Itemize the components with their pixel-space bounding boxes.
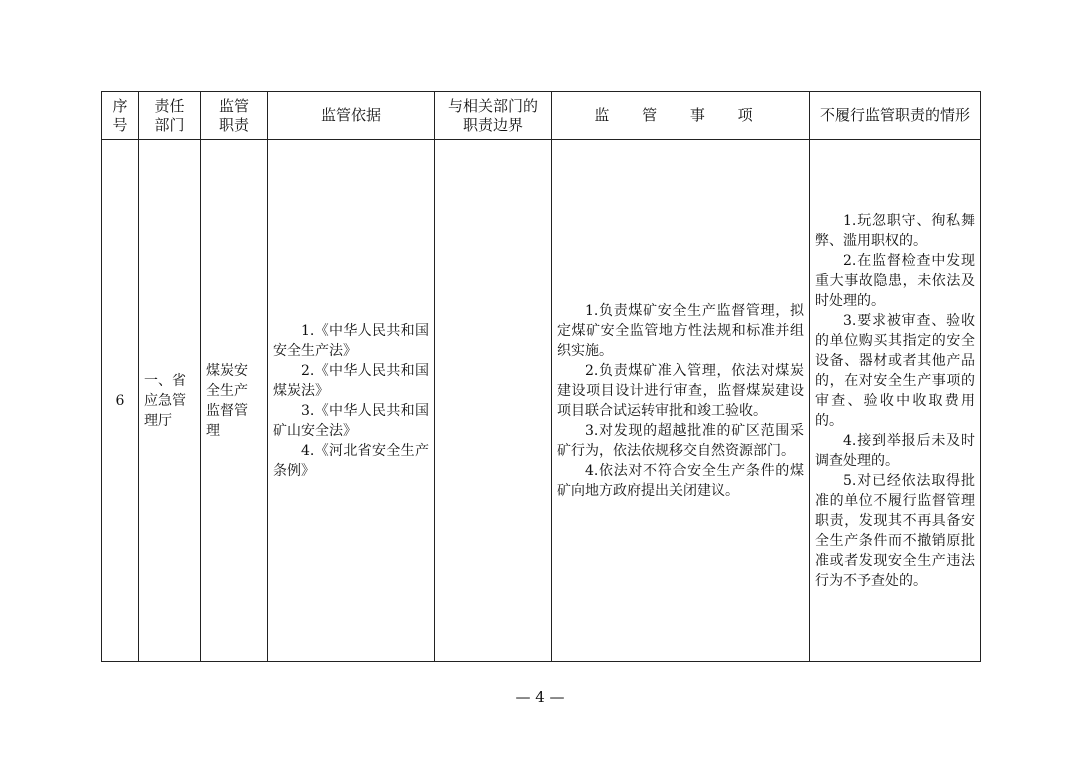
header-department: 责任 部门 xyxy=(139,92,201,140)
basis-item: 2.《中华人民共和国煤炭法》 xyxy=(273,362,429,399)
failure-item: 4.接到举报后未及时调查处理的。 xyxy=(815,432,975,469)
matter-item: 4.依法对不符合安全生产条件的煤矿向地方政府提出关闭建议。 xyxy=(557,462,804,499)
header-index: 序 号 xyxy=(102,92,139,140)
row-boundary xyxy=(435,140,552,662)
basis-item: 3.《中华人民共和国矿山安全法》 xyxy=(273,402,429,439)
table-header-row xyxy=(102,92,981,140)
header-matters: 监 管 事 项 xyxy=(552,92,810,140)
failure-item: 3.要求被审查、验收的单位购买其指定的安全设备、器材或者其他产品的，在对安全生产事项的审查、验收中收取费用的。 xyxy=(815,312,975,429)
duty-table xyxy=(101,91,981,662)
basis-item: 4.《河北省安全生产条例》 xyxy=(273,442,429,479)
matter-item: 3.对发现的超越批准的矿区范围采矿行为，依法依规移交自然资源部门。 xyxy=(557,422,804,459)
table-row xyxy=(102,140,981,662)
row-index: 6 xyxy=(102,140,139,662)
header-basis: 监管依据 xyxy=(268,92,435,140)
header-duty: 监管 职责 xyxy=(201,92,268,140)
failure-item: 2.在监督检查中发现重大事故隐患，未依法及时处理的。 xyxy=(815,252,975,309)
failure-item: 1.玩忽职守、徇私舞弊、滥用职权的。 xyxy=(815,212,975,249)
row-matters xyxy=(552,140,810,662)
row-duty: 煤炭安 全生产 监督管 理 xyxy=(201,140,268,662)
page-number: — 4 — xyxy=(515,688,565,706)
row-failure xyxy=(810,140,981,662)
matter-item: 1.负责煤矿安全生产监督管理，拟定煤矿安全监管地方性法规和标准并组织实施。 xyxy=(557,302,804,359)
header-boundary: 与相关部门的 职责边界 xyxy=(435,92,552,140)
row-basis xyxy=(268,140,435,662)
matter-item: 2.负责煤矿准入管理，依法对煤炭建设项目设计进行审查，监督煤炭建设项目联合试运转审批和竣工验收。 xyxy=(557,362,804,419)
row-department: 一、省 应急管 理厅 xyxy=(139,140,201,662)
basis-item: 1.《中华人民共和国安全生产法》 xyxy=(273,322,429,359)
failure-item: 5.对已经依法取得批准的单位不履行监督管理职责，发现其不再具备安全生产条件而不撤销原批准或者发现安全生产违法行为不予查处的。 xyxy=(815,472,975,589)
header-failure: 不履行监管职责的情形 xyxy=(810,92,981,140)
